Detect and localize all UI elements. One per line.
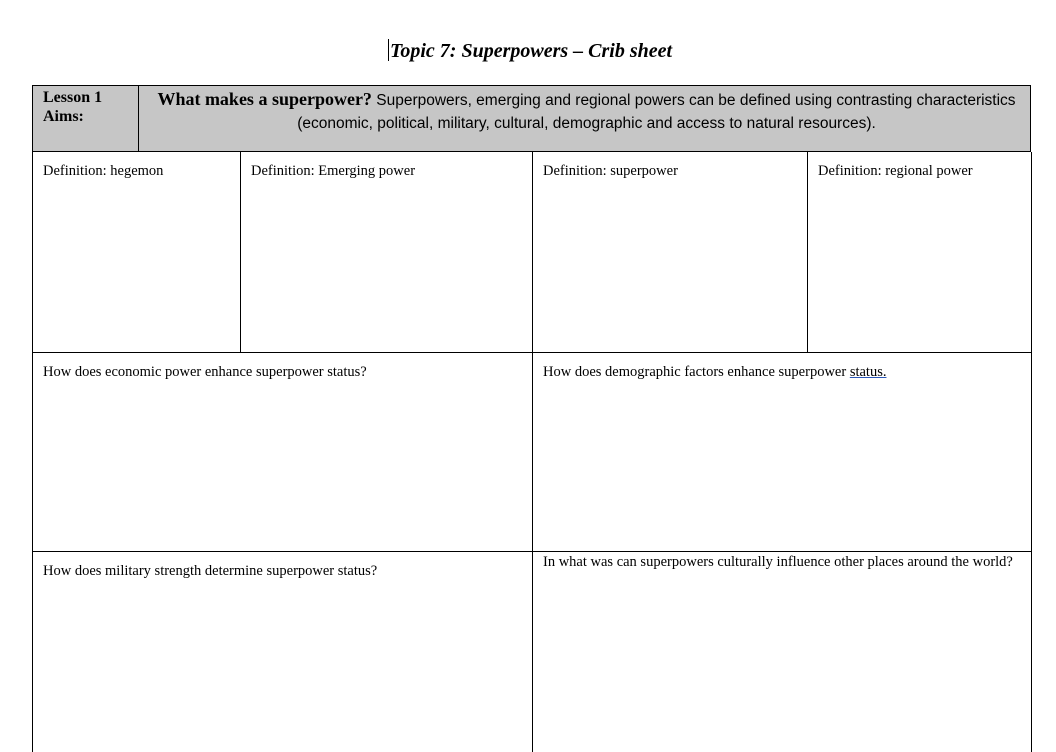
definition-emerging-power-label: Definition: Emerging power bbox=[251, 163, 416, 179]
cultural-influence-question: In what was can superpowers culturally influence other places around the world? bbox=[543, 554, 1013, 570]
lesson-aims-text bbox=[139, 86, 1030, 151]
definition-regional-power-label: Definition: regional power bbox=[818, 163, 973, 179]
page-title: Topic 7: Superpowers – Crib sheet bbox=[389, 40, 673, 62]
definition-hegemon-label: Definition: hegemon bbox=[43, 163, 164, 179]
military-strength-question: How does military strength determine superpower status? bbox=[43, 563, 378, 579]
lesson-aims-lead: What makes a superpower? bbox=[157, 89, 372, 109]
economic-power-question: How does economic power enhance superpower status? bbox=[43, 364, 367, 380]
military-strength-box[interactable] bbox=[32, 552, 533, 752]
definition-emerging-power-box[interactable] bbox=[241, 152, 533, 353]
definition-hegemon-box[interactable] bbox=[32, 152, 241, 353]
definition-regional-power-box[interactable] bbox=[808, 152, 1032, 353]
lesson-aims-label: Lesson 1 Aims: bbox=[33, 86, 139, 151]
economic-power-box[interactable] bbox=[32, 353, 533, 552]
text-cursor bbox=[388, 39, 389, 61]
definition-superpower-label: Definition: superpower bbox=[543, 163, 678, 179]
cultural-influence-box[interactable] bbox=[533, 552, 1032, 752]
lesson-aims-row bbox=[32, 85, 1031, 152]
demographic-factors-question: How does demographic factors enhance superpower status. bbox=[543, 364, 887, 380]
lesson-aims-body: Superpowers, emerging and regional powers can be defined using contrasting characteristics (economic, political, military, cultural, demographic and access to natural resources). bbox=[297, 92, 1016, 132]
definition-superpower-box[interactable] bbox=[533, 152, 808, 353]
demographic-factors-box[interactable] bbox=[533, 353, 1032, 552]
spellcheck-underline: status. bbox=[849, 364, 887, 380]
